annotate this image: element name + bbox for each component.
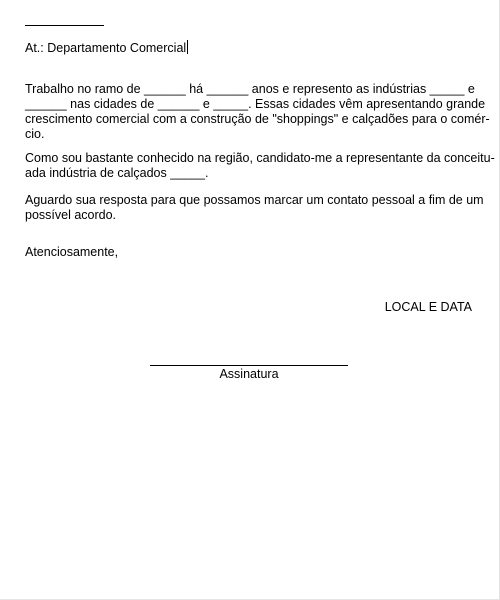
paragraph-line: Trabalho no ramo de ______ há ______ anos e represento as indústrias _____ e	[25, 82, 475, 96]
signature-line	[150, 365, 348, 366]
paragraph-line: possível acordo.	[25, 208, 117, 222]
addressee-text: At.: Departamento Comercial	[25, 41, 187, 55]
paragraph-business-intro	[25, 82, 490, 142]
paragraph-line: cio.	[25, 127, 45, 141]
paragraph-line: ______ nas cidades de ______ e _____. Essas cidades vêm apresentando grande	[25, 97, 486, 111]
location-date: LOCAL E DATA	[384, 300, 472, 314]
paragraph-line: Aguardo sua resposta para que possamos marcar um contato pessoal a fim de um	[25, 193, 484, 207]
signature-label: Assinatura	[219, 367, 279, 381]
paragraph-line: Como sou bastante conhecido na região, candidato-me a representante da conceitu-	[25, 151, 495, 165]
text-cursor	[187, 40, 188, 54]
paragraph-candidacy	[25, 151, 495, 181]
header-blank-line	[25, 25, 104, 26]
closing-salutation: Atenciosamente,	[25, 245, 119, 259]
addressee-line[interactable]	[25, 40, 188, 56]
paragraph-line: ada indústria de calçados _____.	[25, 166, 209, 180]
paragraph-awaiting-reply	[25, 193, 484, 223]
paragraph-line: crescimento comercial com a construção de "shoppings" e calçadões para o comér-	[25, 112, 490, 126]
